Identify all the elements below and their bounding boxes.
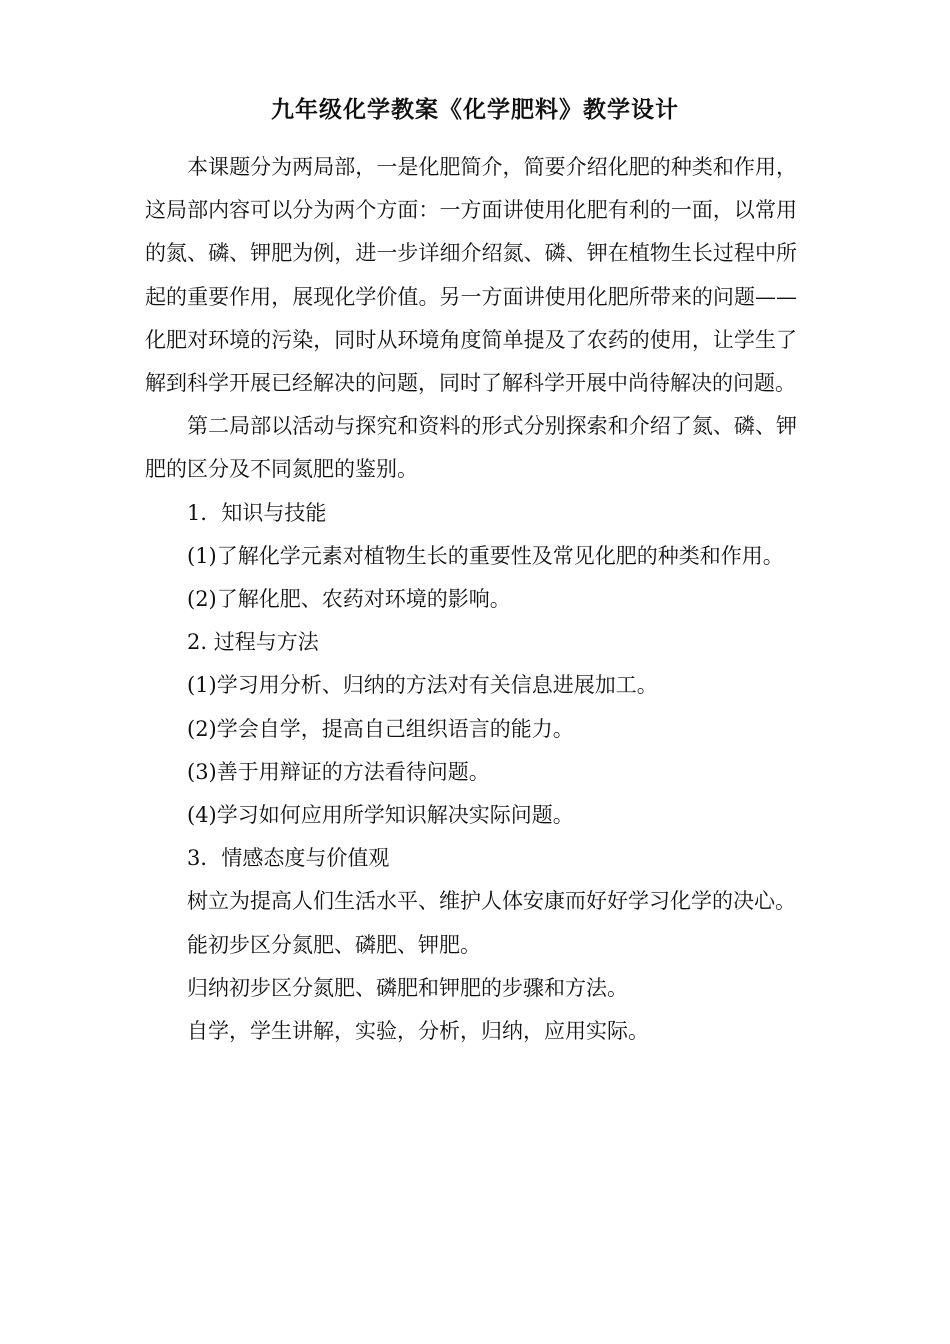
- paragraph-part-two: 第二局部以活动与探究和资料的形式分别探索和介绍了氮、磷、钾肥的区分及不同氮肥的鉴别。: [145, 414, 797, 482]
- heading-attitude-values: 3．情感态度与价值观: [187, 846, 390, 871]
- objective-2-2: (2)学会自学，提高自己组织语言的能力。: [187, 716, 574, 741]
- paragraph-intro: 本课题分为两局部，一是化肥简介，简要介绍化肥的种类和作用，这局部内容可以分为两个方面：一方面讲使用化肥有利的一面，以常用的氮、磷、钾肥为例，进一步详细介绍氮、磷、钾在植物生长过程中所起的重要作用，展现化学价值。另一方面讲使用化肥所带来的问题——化肥对环境的污染，同时从环境角度简单提及了农药的使用，让学生了解到科学开展已经解决的问题，同时了解科学开展中尚待解决的问题。: [145, 155, 797, 396]
- objective-1-1: (1)了解化学元素对植物生长的重要性及常见化肥的种类和作用。: [187, 543, 784, 568]
- objective-1-2: (2)了解化肥、农药对环境的影响。: [187, 587, 511, 612]
- objective-2-1: (1)学习用分析、归纳的方法对有关信息进展加工。: [187, 673, 658, 698]
- key-point: 能初步区分氮肥、磷肥、钾肥。: [187, 932, 481, 957]
- document-body: [145, 146, 797, 1053]
- objective-2-3: (3)善于用辩证的方法看待问题。: [187, 759, 490, 784]
- heading-process-method: 2. 过程与方法: [187, 630, 319, 655]
- teaching-methods: 自学，学生讲解，实验，分析，归纳，应用实际。: [187, 1019, 649, 1044]
- difficult-point: 归纳初步区分氮肥、磷肥和钾肥的步骤和方法。: [187, 975, 628, 1000]
- document-title: 九年级化学教案《化学肥料》教学设计: [271, 96, 679, 123]
- objective-3-1: 树立为提高人们生活水平、维护人体安康而好好学习化学的决心。: [187, 889, 796, 914]
- objective-2-4: (4)学习如何应用所学知识解决实际问题。: [187, 803, 574, 828]
- heading-knowledge-skills: 1．知识与技能: [187, 500, 327, 525]
